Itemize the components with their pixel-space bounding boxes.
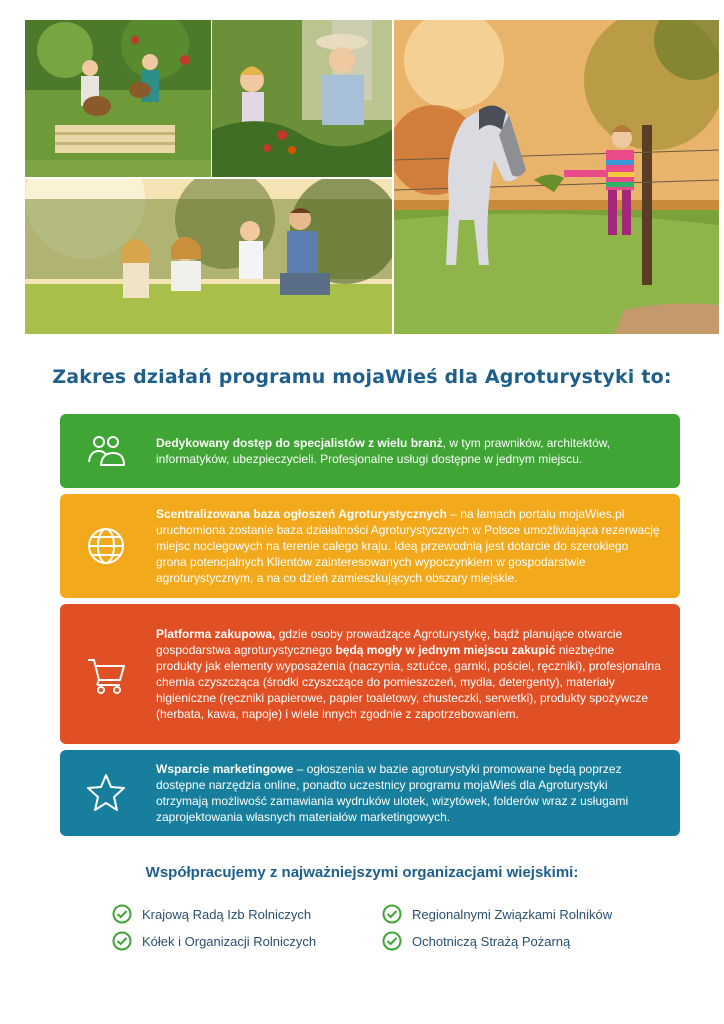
card-shopping-text (156, 626, 662, 722)
check-circle-icon (382, 904, 402, 924)
card-specialists-text (156, 435, 662, 467)
org-label: Krajową Radą Izb Rolniczych (142, 906, 312, 922)
partners-heading: Współpracujemy z najważniejszymi organizacjami wiejskimi: (145, 864, 579, 881)
photo-horse-girl (394, 20, 719, 334)
check-circle-icon (112, 904, 132, 924)
card-marketing-support (60, 750, 680, 836)
org-item (112, 931, 316, 951)
globe-icon (84, 524, 128, 568)
photo-family-meadow (25, 179, 392, 334)
shopping-cart-icon (84, 652, 128, 696)
photo-girl-gardening (212, 20, 392, 177)
page-title: Zakres działań programu mojaWieś dla Agroturystyki to: (52, 366, 672, 388)
org-label: Ochotniczą Strażą Pożarną (412, 933, 571, 949)
org-item (382, 904, 612, 924)
card-specialists-bold: Dedykowany dostęp do specjalistów z wielu branż (156, 436, 443, 450)
card-shopping-body-1: gdzie osoby prowadzące Agroturystykę, bądź planujące otwarcie gospodarstwa agroturystycznego (156, 627, 623, 657)
people-icon (84, 429, 128, 473)
check-circle-icon (382, 931, 402, 951)
card-listings-body: – na łamach portalu mojaWies.pl uruchomiona zostanie baza działalności Agroturystycznych w Polsce umożliwiająca rezerwację miejsc noclegowych na terenie całego kraju. Ideą przewodnią jest dotarcie do szerokiego grona potencjalnych Klientów zainteresowanych wypoczynkiem w gospodarstwie agroturystycznym, a na co dzień zamieszkujących obszary miejskie. (156, 507, 660, 585)
card-shopping-bold-1: Platforma zakupowa, (156, 627, 276, 641)
card-specialists (60, 414, 680, 488)
card-shopping-platform (60, 604, 680, 744)
card-listings-text (156, 506, 662, 586)
org-label: Regionalnymi Związkami Rolników (412, 906, 613, 922)
card-shopping-body-2: niezbędne produkty jak elementy wyposażenia (naczynia, sztućce, garnki, pościel, ręczniki), profesjonalna chemia czyszcząca (środki czyszczące do pomieszczeń, mydła, detergenty), materiały higieniczne (ręczniki papierowe, papier toaletowy, chusteczki, serwetki), produkty spożywcze (herbata, kawa, napoje) i wiele innych zgodnie z zapotrzebowaniem. (156, 643, 661, 721)
card-specialists-body: , w tym prawników, architektów, informatyków, ubezpieczycieli. Profesjonalne usługi dostępne w jednym miejscu. (156, 436, 611, 466)
org-label: Kółek i Organizacji Rolniczych (142, 933, 317, 949)
card-marketing-text (156, 761, 662, 825)
photo-kids-harvesting (25, 20, 211, 177)
star-icon (84, 771, 128, 815)
card-marketing-bold: Wsparcie marketingowe (156, 762, 294, 776)
card-listings-database (60, 494, 680, 598)
card-listings-bold: Scentralizowana baza ogłoszeń Agroturystycznych (156, 507, 447, 521)
org-item (112, 904, 311, 924)
check-circle-icon (112, 931, 132, 951)
card-marketing-body: – ogłoszenia w bazie agroturystyki promowane będą poprzez dostępne narzędzia online, ponadto uczestnicy programu mojaWieś dla Agroturystyki otrzymają możliwość zamawiania wydruków ulotek, wizytówek, folderów wraz z usługami zaprojektowania własnych materiałów marketingowych. (156, 762, 629, 824)
org-item (382, 931, 570, 951)
card-shopping-bold-2: będą mogły w jednym miejscu zakupić (335, 643, 556, 657)
